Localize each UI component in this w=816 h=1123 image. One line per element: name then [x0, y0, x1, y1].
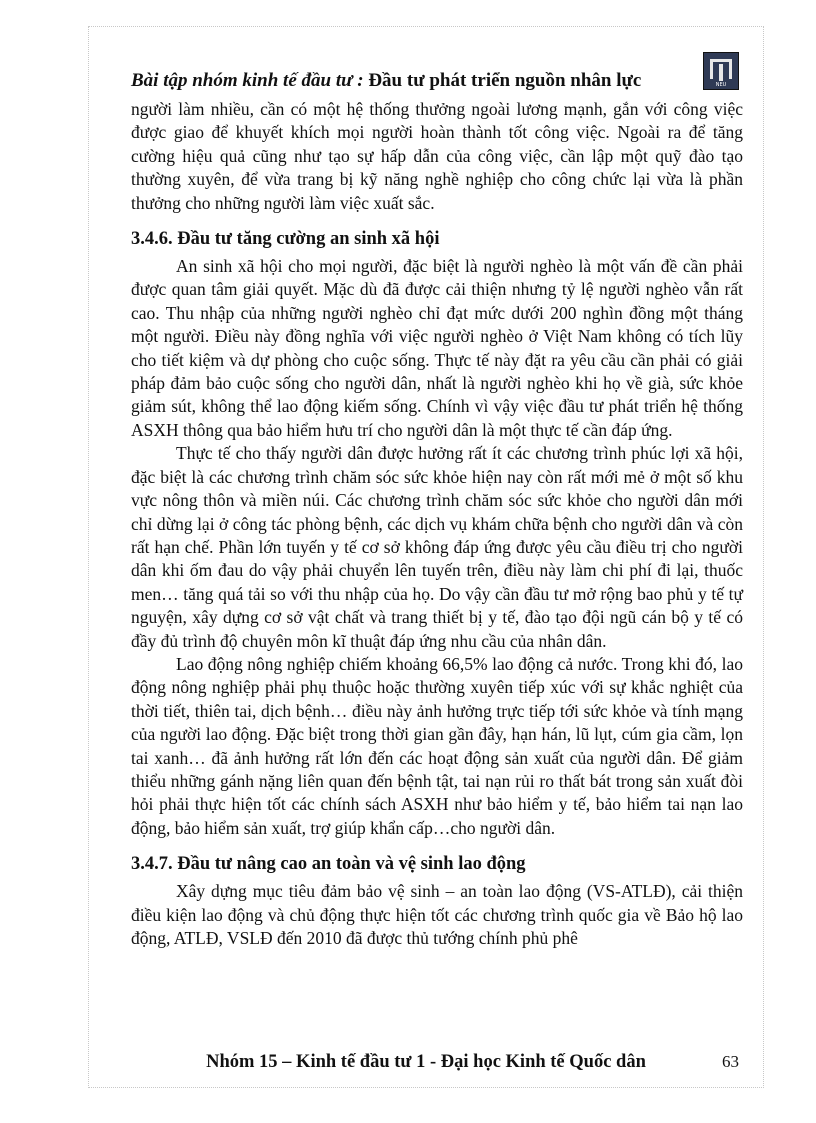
page-footer: Nhóm 15 – Kinh tế đầu tư 1 - Đại học Kinh tế Quốc dân: [206, 1052, 646, 1072]
university-logo: [703, 52, 739, 90]
intro-paragraph: người làm nhiều, cần có một hệ thống thưởng ngoài lương mạnh, gắn với công việc được giao để khuyết khích mọi người hoàn thành tốt công việc. Ngoài ra để tăng cường hiệu quả cũng như tạo sự hấp dẫn của công việc, cần lập một quỹ đào tạo thường xuyên, để vừa trang bị kỹ năng nghề nghiệp cho công chức lại vừa là phần thưởng cho những người làm việc xuất sắc.: [131, 99, 743, 213]
paragraph: Thực tế cho thấy người dân được hưởng rất ít các chương trình phúc lợi xã hội, đặc biệt là các chương trình chăm sóc sức khỏe hiện nay còn rất mới mẻ ở một số khu vực nông thôn và miền núi. Các chương trình chăm sóc sức khỏe cho người dân mới chỉ dừng lại ở công tác phòng bệnh, các dịch vụ khám chữa bệnh cho người dân và còn rất hạn chế. Phần lớn tuyến y tế cơ sở không đáp ứng được yêu cầu điều trị cho người dân khi ốm đau do vậy phải chuyển lên tuyến trên, điều này làm chi phí đi lại, thuốc men… tăng quá tải so với thu nhập của họ. Do vậy cần đầu tư mở rộng bao phủ y tế tự nguyện, xây dựng cơ sở vật chất và trang thiết bị y tế, đào tạo đội ngũ cán bộ y tế có đầy đủ trình độ chuyên môn kĩ thuật đáp ứng nhu cầu của nhân dân.: [131, 443, 743, 651]
logo-pillar-shape: [719, 64, 723, 81]
header-course-title: Bài tập nhóm kinh tế đầu tư :: [131, 70, 364, 91]
paragraph: An sinh xã hội cho mọi người, đặc biệt là người nghèo là một vấn đề cần phải được quan tâm giải quyết. Mặc dù đã được cải thiện nhưng tỷ lệ người nghèo vẫn rất cao. Thu nhập của những người nghèo chỉ đạt mức dưới 200 nghìn đồng một tháng một người. Điều này đồng nghĩa với việc người nghèo ở Việt Nam không có tích lũy cho tiết kiệm và dự phòng cho cuộc sống. Thực tế này đặt ra yêu cầu cần phải có giải pháp đảm bảo cuộc sống cho người dân, nhất là người nghèo khi họ về già, sức khỏe giảm sút, không thể lao động kiếm sống. Chính vì vậy việc đầu tư phát triển hệ thống ASXH thông qua bảo hiểm hưu trí cho người dân là một thực tế cần đáp ứng.: [131, 256, 743, 440]
document-body: [131, 98, 743, 950]
header-topic-title: Đầu tư phát triển nguồn nhân lực: [363, 70, 642, 91]
section-heading-3-4-6: 3.4.6. Đầu tư tăng cường an sinh xã hội: [131, 229, 440, 250]
section-heading-3-4-7: 3.4.7. Đầu tư nâng cao an toàn và vệ sinh lao động: [131, 854, 526, 875]
paragraph: Xây dựng mục tiêu đảm bảo vệ sinh – an toàn lao động (VS-ATLĐ), cải thiện điều kiện lao động và chủ động thực hiện tốt các chương trình quốc gia về Bảo hộ lao động, ATLĐ, VSLĐ đến 2010 đã được thủ tướng chính phủ phê: [131, 881, 743, 948]
page-number: 63: [722, 1052, 739, 1071]
paragraph: Lao động nông nghiệp chiếm khoảng 66,5% lao động cả nước. Trong khi đó, lao động nông nghiệp phải phụ thuộc hoặc thường xuyên tiếp xúc với sự khắc nghiệt của thời tiết, thiên tai, dịch bệnh… điều này ảnh hưởng trực tiếp tới sức khỏe và tính mạng của người lao động. Đặc biệt trong thời gian gần đây, hạn hán, lũ lụt, cúm gia cầm, lọn tai xanh… đã ảnh hưởng rất lớn đến các hoạt động sản xuất của người dân. Để giảm thiểu những gánh nặng liên quan đến bệnh tật, tai nạn rủi ro thất bát trong sản xuất đòi hỏi phải thực hiện tốt các chính sách ASXH như bảo hiểm y tế, bảo hiểm tai nạn lao động, bảo hiểm sản xuất, trợ giúp khẩn cấp…cho người dân.: [131, 653, 743, 838]
page-header: [131, 70, 691, 92]
logo-text: NEU: [715, 82, 727, 88]
